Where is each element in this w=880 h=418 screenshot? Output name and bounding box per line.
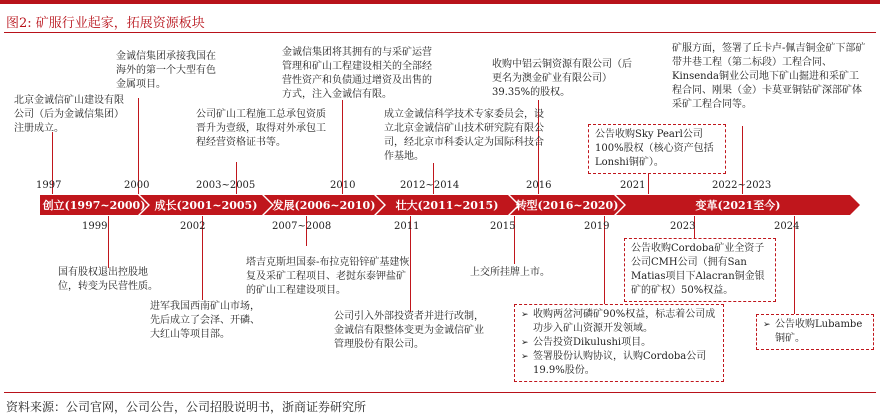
event-2019-item-3: ➢ 签署股份认购协议，认购Cordoba公司19.9%股份。: [521, 350, 717, 378]
year-label: 2022~2023: [712, 180, 772, 191]
phase-label: 发展(2006~2010): [272, 199, 376, 212]
event-2011: 公司引入外部投资者并进行改制，金诚信有限整体变更为金诚信矿业管理股份有限公司。: [334, 311, 484, 350]
event-2019-item-2: ➢ 公告投资Dikulushi项目。: [521, 336, 717, 350]
event-2023-box: 公告收购Cordoba矿业全资子公司CMH公司（拥有San Matias项目下Alacran铜金银矿的矿权）50%权益。: [624, 238, 776, 302]
event-2002: 进军我国西南矿山市场，先后成立了会泽、开磷、大红山等项目部。: [150, 301, 260, 340]
phase-label: 成长(2001~2005): [154, 199, 258, 212]
year-label: 2011: [394, 221, 420, 232]
event-2019-box: [514, 304, 724, 382]
phase-label: 壮大(2011~2015): [395, 199, 499, 212]
year-label: 2007~2008: [272, 221, 332, 232]
figure-title: 图2: 矿服行业起家，拓展资源板块: [6, 16, 205, 31]
connector-1999: [108, 216, 109, 268]
year-label: 2019: [584, 221, 610, 232]
event-2019-item-1: ➢ 收购两岔河磷矿90%权益，标志着公司成功步入矿山资源开发领域。: [521, 308, 717, 336]
year-label: 1999: [82, 221, 108, 232]
year-label: 2016: [526, 180, 552, 191]
event-1999: 国有股权退出控股地位，转变为民营性质。: [58, 267, 158, 292]
phase-label: 转型(2016~2020): [515, 199, 619, 212]
event-2015: 上交所挂牌上市。: [470, 267, 550, 278]
year-label: 1997: [36, 180, 62, 191]
year-label: 2012~2014: [400, 180, 460, 191]
connector-2021: [648, 172, 649, 194]
event-2024-box: [756, 314, 874, 350]
event-2021-box: 公告收购Sky Pearl公司100%股权（核心资产包括Lonshi铜矿）。: [588, 124, 726, 174]
year-label: 2000: [124, 180, 150, 191]
event-1997: 北京金诚信矿山建设有限公司（后为金诚信集团）注册成立。: [14, 95, 124, 134]
phase-label: 变革(2021至今): [695, 199, 781, 212]
event-2003-2005: 公司矿山工程施工总承包资质晋升为壹级，取得对外承包工程经营资格证书等。: [196, 109, 326, 148]
phase-label: 创立(1997~2000): [42, 199, 146, 212]
year-label: 2024: [774, 221, 800, 232]
year-label: 2003~2005: [196, 180, 256, 191]
source-note: 资料来源：公司官网，公司公告，公司招股说明书，浙商证券研究所: [6, 400, 367, 414]
event-2000: 金诚信集团承接我国在海外的第一个大型有色金属项目。: [116, 51, 216, 90]
event-2007-2008: 塔吉克斯坦国泰-布拉克铅锌矿基建恢复及采矿工程项目、老挝东泰钾盐矿的矿山工程建设项目。: [246, 257, 410, 296]
year-label: 2002: [180, 221, 206, 232]
event-2022-2023: 矿服方面，签署了丘卡卢-佩吉铜金矿下部矿带井巷工程（第二标段）工程合同、Kinsenda铜业公司地下矿山掘进和采矿工程合同、刚果（金）卡莫亚铜钴矿深部矿体采矿工程合同等。: [672, 43, 866, 110]
event-2016: 收购中铝云铜资源有限公司（后更名为澳金矿业有限公司）39.35%的股权。: [492, 59, 632, 98]
year-label: 2015: [490, 221, 516, 232]
event-2012-2014: 成立金诚信科学技术专家委员会，设立北京金诚信矿山技术研究院有限公司，经北京市科委认定为国际科技合作基地。: [384, 109, 544, 162]
year-label: 2010: [330, 180, 356, 191]
footer-rule: [4, 392, 876, 393]
year-label: 2021: [620, 180, 646, 191]
year-label: 2023: [670, 221, 696, 232]
event-2010: 金诚信集团将其拥有的与采矿运营管理和矿山工程建设相关的全部经营性资产和负债通过增资及出售的方式，注入金诚信有限。: [282, 47, 432, 100]
event-2024-item: ➢ 公告收购Lubambe铜矿。: [763, 318, 867, 346]
